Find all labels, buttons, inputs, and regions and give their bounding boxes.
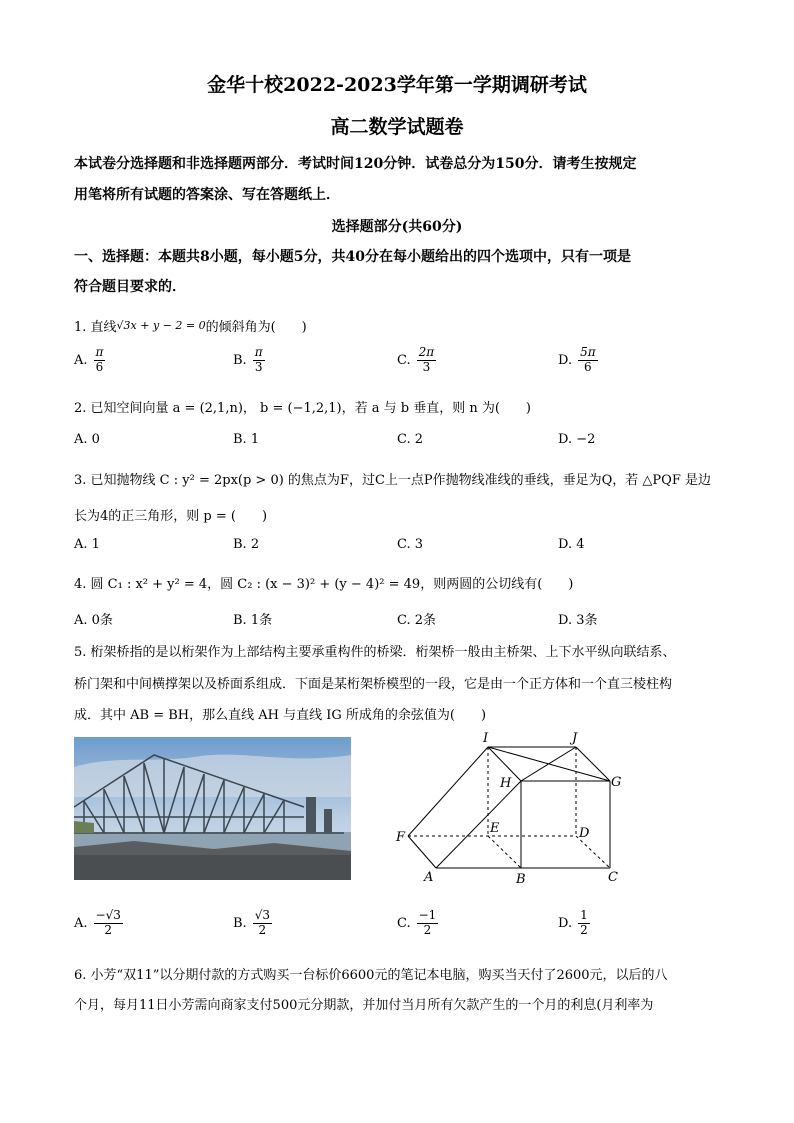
part-heading-line-2: 符合题目要求的． — [74, 279, 186, 295]
question-5-line-1: 5. 桁架桥指的是以桁架作为上部结构主要承重构件的桥梁．桁架桥一般由主桥架、上下水平纵向联结系、 — [74, 645, 676, 660]
q5-option-d[interactable]: D. $\frac{1}{2}$ — [558, 908, 588, 937]
question-5-line-2: 桥门架和中间横撑架以及桥面系组成．下面是某桁架桥模型的一段，它是由一个正方体和一个直三棱柱构 — [74, 677, 673, 692]
edge-fa — [408, 836, 436, 868]
q3-option-c[interactable]: C. 3 — [397, 537, 424, 552]
q2-option-d[interactable]: D. −2 — [558, 432, 596, 447]
q1-option-d[interactable]: D. $\frac{5\pi}{6}$ — [558, 345, 596, 374]
point-label-b: B — [516, 872, 526, 887]
edge-if — [408, 747, 488, 836]
point-label-d: D — [579, 826, 590, 841]
point-label-h: H — [500, 776, 512, 791]
question-3-line-1: 3. 已知抛物线 C : y² = 2px(p > 0) 的焦点为F，过C上一点P作抛物线准线的垂线，垂足为Q，若 △PQF 是边 — [74, 473, 711, 488]
edge-hj — [521, 747, 576, 781]
section-heading: 选择题部分(共60分) — [331, 219, 463, 235]
q4-option-a[interactable]: A. 0条 — [74, 613, 113, 628]
point-label-c: C — [608, 870, 618, 885]
question-2-stem: 2. 已知空间向量 a = (2,1,n)， b = (−1,2,1)，若 a 与 b 垂直，则 n 为( ) — [74, 401, 532, 416]
q5-option-c[interactable]: C. $\frac{-1}{2}$ — [397, 908, 437, 937]
q5-option-a[interactable]: A. $\frac{-√3}{2}$ — [74, 908, 121, 937]
edge-eb — [488, 836, 521, 868]
exam-title: 金华十校2022-2023学年第一学期调研考试 — [207, 74, 587, 96]
question-1-stem: 1. 直线√3x + y − 2 = 0的倾斜角为( ) — [74, 319, 307, 335]
point-label-f: F — [396, 830, 406, 845]
instructions-line-2: 用笔将所有试题的答案涂、写在答题纸上． — [74, 187, 340, 203]
edge-ah — [436, 781, 521, 868]
point-label-e: E — [490, 821, 500, 836]
q1-option-b[interactable]: B. $\frac{\pi}{3}$ — [233, 345, 263, 374]
q4-option-b[interactable]: B. 1条 — [233, 613, 273, 628]
q2-option-c[interactable]: C. 2 — [397, 432, 424, 447]
q2-option-a[interactable]: A. 0 — [74, 432, 100, 447]
question-5-line-3: 成．其中 AB = BH，那么直线 AH 与直线 IG 所成角的余弦值为( ) — [74, 708, 487, 723]
question-4-stem: 4. 圆 C₁ : x² + y² = 4，圆 C₂ : (x − 3)² + (y − 4)² = 49，则两圆的公切线有( ) — [74, 577, 574, 592]
q5-option-b[interactable]: B. $\frac{√3}{2}$ — [233, 908, 270, 937]
truss-bridge-photo — [74, 737, 351, 880]
point-label-a: A — [424, 870, 434, 885]
question-6-line-1: 6. 小芳“双11”以分期付款的方式购买一台标价6600元的笔记本电脑，购买当天付了2600元，以后的八 — [74, 968, 668, 983]
prism-cube-figure — [388, 728, 628, 890]
q4-option-c[interactable]: C. 2条 — [397, 613, 437, 628]
point-label-g: G — [611, 775, 622, 790]
question-3-line-2: 长为4的正三角形，则 p = ( ) — [74, 509, 268, 524]
q3-option-a[interactable]: A. 1 — [74, 537, 100, 552]
q3-option-b[interactable]: B. 2 — [233, 537, 260, 552]
exam-subtitle: 高二数学试题卷 — [330, 116, 464, 138]
q2-option-b[interactable]: B. 1 — [233, 432, 260, 447]
instructions-line-1: 本试卷分选择题和非选择题两部分．考试时间120分钟．试卷总分为150分．请考生按规定 — [74, 156, 637, 172]
q1-option-a[interactable]: A. $\frac{\pi}{6}$ — [74, 345, 104, 374]
q1-equation: √3x + y − 2 = 0 — [116, 319, 206, 332]
q4-option-d[interactable]: D. 3条 — [558, 613, 598, 628]
q1-option-c[interactable]: C. $\frac{2\pi}{3}$ — [397, 345, 435, 374]
point-label-i: I — [483, 731, 489, 746]
part-heading-line-1: 一、选择题：本题共8小题，每小题5分，共40分在每小题给出的四个选项中，只有一项是 — [74, 249, 631, 265]
point-label-j: J — [572, 731, 578, 746]
q3-option-d[interactable]: D. 4 — [558, 537, 585, 552]
question-6-line-2: 个月，每月11日小芳需向商家支付500元分期款，并加付当月所有欠款产生的一个月的利息(月利率为 — [74, 998, 654, 1013]
